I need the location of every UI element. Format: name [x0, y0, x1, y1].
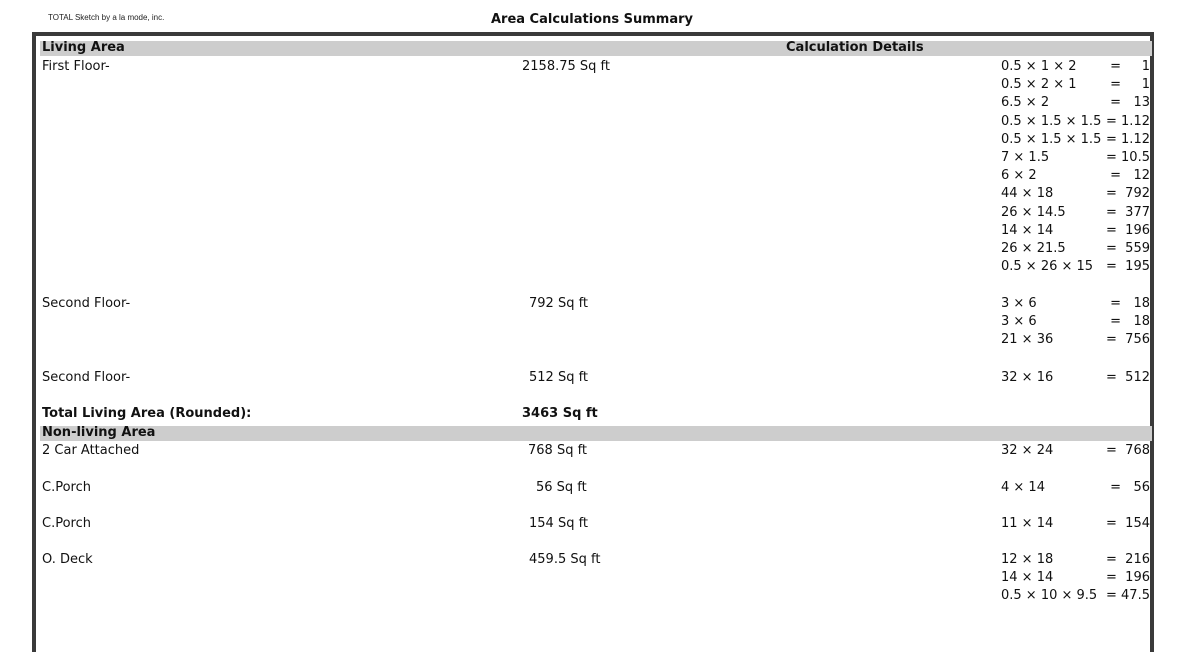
- calc-expression: 3 × 6: [1001, 314, 1037, 330]
- entry-name: O. Deck: [42, 552, 93, 567]
- calc-expression: 26 × 21.5: [1001, 241, 1066, 256]
- calc-result: = 56: [1110, 480, 1150, 495]
- entry-area: 2158.75 Sq ft: [522, 59, 610, 74]
- non-living-area-heading: Non-living Area: [42, 425, 156, 440]
- calc-result: = 47.5: [1106, 588, 1150, 604]
- non-living-area-band: [40, 426, 1152, 441]
- calc-expression: 14 × 14: [1001, 222, 1054, 238]
- entry-area: 154 Sq ft: [529, 516, 589, 531]
- calc-expression: 26 × 14.5: [1001, 204, 1066, 220]
- calc-expression: 11 × 14: [1001, 516, 1054, 531]
- calc-expression: 6.5 × 2: [1001, 95, 1050, 111]
- calc-expression: 6 × 2: [1001, 168, 1037, 184]
- calc-result: = 1: [1110, 59, 1150, 74]
- calc-expression: 4 × 14: [1001, 480, 1045, 495]
- calc-result: = 12: [1110, 168, 1150, 184]
- calc-expression: 14 × 14: [1001, 570, 1054, 586]
- entry-area: 792 Sq ft: [529, 296, 589, 311]
- entry-area: 56 Sq ft: [536, 480, 587, 495]
- entry-name: 2 Car Attached: [42, 443, 140, 458]
- calc-expression: 0.5 × 1 × 2: [1001, 59, 1077, 74]
- calc-expression: 32 × 24: [1001, 443, 1054, 458]
- calc-result: = 196: [1106, 222, 1150, 238]
- calc-result: = 10.5: [1106, 150, 1150, 165]
- calc-result: = 18: [1110, 314, 1150, 330]
- entry-name: Second Floor-: [42, 296, 131, 311]
- calc-result: = 756: [1106, 332, 1150, 348]
- entry-name: C.Porch: [42, 480, 91, 495]
- calc-expression: 44 × 18: [1001, 186, 1054, 202]
- calc-expression: 0.5 × 2 × 1: [1001, 77, 1077, 93]
- calc-result: = 512: [1106, 370, 1150, 385]
- calc-result: = 377: [1106, 204, 1150, 220]
- calc-expression: 21 × 36: [1001, 332, 1054, 348]
- entry-name: First Floor-: [42, 59, 110, 74]
- entry-area: 459.5 Sq ft: [529, 552, 601, 567]
- calc-result: = 768: [1106, 443, 1150, 458]
- page-title: Area Calculations Summary: [490, 12, 694, 27]
- calc-result: = 18: [1110, 296, 1150, 311]
- entry-name: C.Porch: [42, 516, 91, 531]
- calc-result: = 216: [1106, 552, 1150, 567]
- calculation-details-heading: Calculation Details: [786, 40, 924, 55]
- entry-area: 768 Sq ft: [528, 443, 588, 458]
- brand-label: TOTAL Sketch by a la mode, inc.: [48, 13, 165, 22]
- calc-result: = 559: [1106, 241, 1150, 256]
- calc-result: = 196: [1106, 570, 1150, 586]
- calc-expression: 3 × 6: [1001, 296, 1037, 311]
- calc-expression: 0.5 × 10 × 9.5: [1001, 588, 1098, 604]
- calc-result: = 13: [1110, 95, 1150, 111]
- living-area-heading: Living Area: [42, 40, 125, 55]
- living-area-band: [40, 41, 1152, 56]
- entry-area: 512 Sq ft: [529, 370, 589, 385]
- entry-name: Second Floor-: [42, 370, 131, 385]
- calc-result: = 154: [1106, 516, 1150, 531]
- calc-expression: 0.5 × 1.5 × 1.5: [1001, 113, 1102, 129]
- calc-expression: 32 × 16: [1001, 370, 1054, 385]
- total-living-label: Total Living Area (Rounded):: [42, 406, 252, 421]
- calc-expression: 12 × 18: [1001, 552, 1054, 567]
- total-living-value: 3463 Sq ft: [522, 406, 598, 421]
- calc-expression: 0.5 × 26 × 15: [1001, 259, 1094, 275]
- calc-result: = 792: [1106, 186, 1150, 202]
- calc-expression: 0.5 × 1.5 × 1.5: [1001, 131, 1102, 147]
- calc-expression: 7 × 1.5: [1001, 150, 1050, 165]
- calc-result: = 1.12: [1106, 131, 1150, 147]
- calc-result: = 1: [1110, 77, 1150, 93]
- calc-result: = 1.12: [1106, 113, 1150, 129]
- calc-result: = 195: [1106, 259, 1150, 275]
